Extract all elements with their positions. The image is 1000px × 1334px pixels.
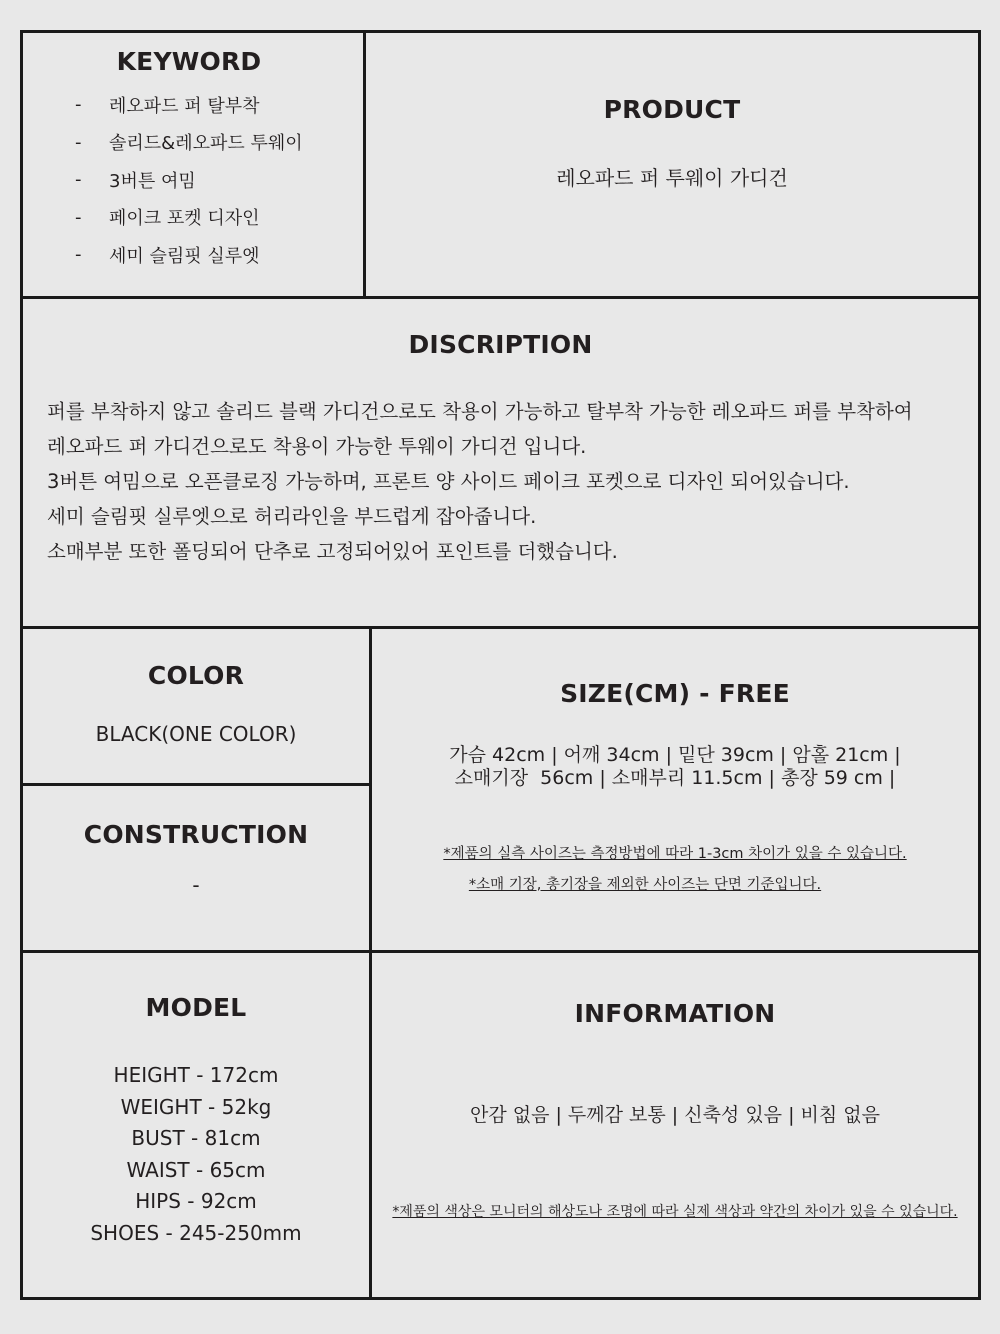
information-value: 안감 없음 | 두께감 보통 | 신축성 있음 | 비침 없음 [470, 1104, 880, 1126]
model-hips: HIPS - 92cm [135, 1189, 257, 1214]
list-item: - 레오파드 퍼 탈부착 [75, 94, 260, 117]
model-section [23, 953, 369, 1297]
keyword-list [23, 86, 363, 274]
color-section [23, 629, 369, 783]
construction-value: - [192, 873, 200, 897]
description-line: 3버튼 여밈으로 오픈클로징 가능하며, 프론트 양 사이드 페이크 포켓으로 디자인 되어있습니다. [47, 470, 850, 493]
model-weight: WEIGHT - 52kg [120, 1094, 272, 1119]
model-height: HEIGHT - 172cm [113, 1063, 279, 1087]
description-line: 세미 슬림핏 실루엣으로 허리라인을 부드럽게 잡아줍니다. [47, 505, 537, 528]
size-section [372, 629, 978, 950]
description-body [23, 394, 978, 569]
construction-title: CONSTRUCTION [83, 820, 309, 849]
keyword-section [23, 33, 363, 296]
size-title: SIZE(CM) - FREE [560, 679, 790, 708]
description-line: 레오파드 퍼 가디건으로도 착용이 가능한 투웨이 가디건 입니다. [47, 435, 587, 458]
list-item: - 솔리드&레오파드 투웨이 [75, 131, 303, 155]
product-title: PRODUCT [603, 95, 741, 124]
description-line: 소매부분 또한 폴딩되어 단추로 고정되어있어 포인트를 더했습니다. [47, 540, 618, 563]
description-line: 퍼를 부착하지 않고 솔리드 블랙 가디건으로도 착용이 가능하고 탈부착 가능한 레오파드 퍼를 부착하여 [47, 400, 913, 423]
information-section [372, 953, 978, 1297]
product-section [366, 33, 978, 296]
product-name: 레오파드 퍼 투웨이 가디건 [556, 166, 788, 190]
keyword-title: KEYWORD [116, 47, 262, 76]
color-value: BLACK(ONE COLOR) [95, 722, 297, 746]
size-line-1: 가슴 42cm | 어깨 34cm | 밑단 39cm | 암홀 21cm | [449, 744, 901, 766]
model-stats [23, 1060, 369, 1250]
size-measurements [372, 744, 978, 790]
model-title: MODEL [145, 993, 247, 1022]
construction-section [23, 786, 369, 950]
size-note-2: *소매 기장, 총기장을 제외한 사이즈는 단면 기준입니다. [468, 877, 822, 893]
list-item: - 세미 슬림핏 실루엣 [75, 244, 260, 267]
model-bust: BUST - 81cm [131, 1126, 261, 1151]
description-title: DISCRIPTION [408, 330, 593, 359]
description-section [23, 299, 978, 626]
model-shoes: SHOES - 245-250mm [90, 1220, 302, 1245]
information-title: INFORMATION [574, 999, 776, 1028]
list-item: - 페이크 포켓 디자인 [75, 206, 260, 230]
model-waist: WAIST - 65cm [126, 1157, 266, 1182]
size-note-1: *제품의 실측 사이즈는 측정방법에 따라 1-3cm 차이가 있을 수 있습니다. [443, 846, 907, 862]
list-item: - 3버튼 여밈 [75, 169, 196, 192]
information-note: *제품의 색상은 모니터의 해상도나 조명에 따라 실제 색상과 약간의 차이가 있을 수 있습니다. [392, 1203, 958, 1220]
color-title: COLOR [147, 661, 245, 690]
size-line-2: 소매기장 56cm | 소매부리 11.5cm | 총장 59 cm | [454, 767, 896, 789]
